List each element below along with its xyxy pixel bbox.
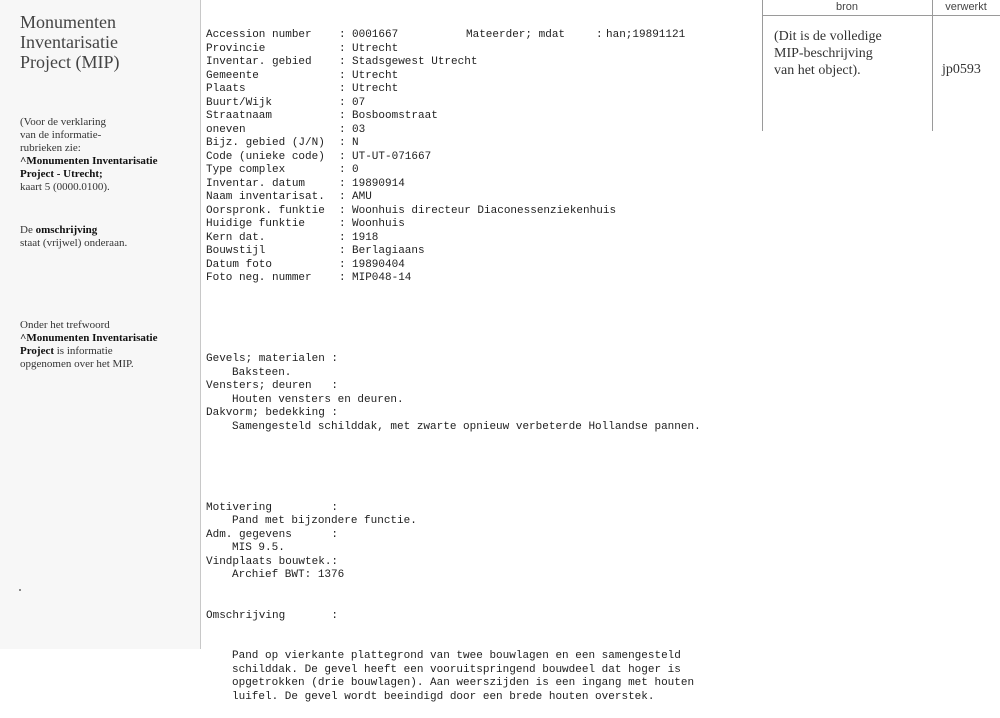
field-row — [206, 83, 751, 97]
field-value: 0001667 — [352, 29, 399, 41]
stray-dot — [19, 589, 21, 591]
section-text: Samengesteld schilddak, met zwarte opnieuw verbeterde Hollandse pannen. — [232, 420, 701, 433]
omschrijving-line: Pand op vierkante plattegrond van twee bouwlagen en een samengesteld — [232, 650, 681, 662]
section-label: Gevels; materialen : — [206, 353, 339, 365]
field-value: Woonhuis — [352, 218, 405, 230]
field-colon: : — [339, 42, 346, 55]
field-value: Woonhuis directeur Diaconessenziekenhuis — [352, 204, 617, 217]
mateerder-label: Mateerder; mdat — [466, 29, 566, 41]
field-row — [206, 124, 751, 138]
field-label: Type complex — [206, 164, 286, 176]
field-colon: : — [339, 218, 346, 230]
field-value: Berlagiaans — [352, 245, 425, 257]
column-header-verwerkt: verwerkt — [945, 1, 987, 13]
reference-link: ^Monumenten Inventarisatie — [20, 155, 158, 167]
omschrijving-line: luifel. De gevel wordt beeindigd door een brede houten overstek. — [232, 690, 655, 703]
field-label: Straatnaam — [206, 110, 273, 122]
field-row — [206, 29, 751, 43]
field-label: Buurt/Wijk — [206, 96, 273, 109]
field-colon: : — [339, 177, 346, 190]
field-colon: : — [596, 29, 603, 41]
field-label: Naam inventarisat. — [206, 191, 325, 203]
title-line: Inventarisatie — [20, 32, 118, 52]
field-colon: : — [339, 123, 346, 136]
note-line: opgenomen over het MIP. — [20, 358, 134, 370]
field-colon: : — [339, 231, 346, 244]
field-value: AMU — [352, 191, 372, 203]
reference-link: Project - Utrecht; — [20, 168, 103, 180]
field-value: 1918 — [352, 231, 379, 244]
section-text: Pand met bijzondere functie. — [232, 515, 417, 527]
omschrijving-label: Omschrijving : — [206, 609, 339, 622]
table-description — [774, 28, 934, 79]
section-text: Baksteen. — [232, 366, 292, 379]
desc-line: MIP-beschrijving — [774, 46, 873, 61]
field-label: Datum foto — [206, 258, 273, 271]
desc-line: (Dit is de volledige — [774, 29, 882, 44]
field-value: Bosboomstraat — [352, 110, 438, 122]
field-label: oneven — [206, 123, 246, 136]
field-value: Utrecht — [352, 42, 399, 55]
field-row — [206, 43, 751, 57]
section-label: Adm. gegevens : — [206, 528, 339, 541]
table-border — [762, 15, 1000, 16]
field-label: Provincie — [206, 42, 266, 55]
reference-link: ^Monumenten Inventarisatie — [20, 332, 158, 344]
field-label: Foto neg. nummer — [206, 272, 312, 284]
section-text: Houten vensters en deuren. — [232, 393, 404, 406]
note-bold: omschrijving — [35, 224, 98, 236]
section-label: Dakvorm; bedekking : — [206, 407, 339, 419]
section-text: Archief BWT: 1376 — [232, 569, 345, 581]
field-row — [206, 232, 751, 246]
section-label: Vindplaats bouwtek.: — [206, 555, 339, 568]
field-row — [206, 56, 751, 70]
field-label: Huidige funktie — [206, 218, 306, 230]
note-line: rubrieken zie: — [20, 142, 81, 154]
field-colon: : — [339, 137, 346, 149]
keyword-note — [20, 319, 198, 371]
field-colon: : — [339, 150, 346, 163]
field-row — [206, 205, 751, 219]
field-row — [206, 137, 751, 151]
field-label: Oorspronk. funktie — [206, 204, 325, 217]
field-row — [206, 178, 751, 192]
field-value: N — [352, 137, 359, 149]
desc-line: van het object). — [774, 63, 861, 78]
field-colon: : — [339, 204, 346, 217]
field-value: Utrecht — [352, 69, 399, 82]
source-table — [762, 0, 1000, 131]
field-row — [206, 70, 751, 84]
field-value: 19890404 — [352, 258, 405, 271]
section-label: Motivering : — [206, 501, 339, 514]
section-list — [206, 502, 751, 583]
field-row — [206, 245, 751, 259]
field-value: 0 — [352, 164, 359, 176]
field-value: Stadsgewest Utrecht — [352, 56, 478, 68]
project-title — [20, 12, 195, 72]
field-value: 07 — [352, 96, 366, 109]
field-value: MIP048-14 — [352, 272, 412, 284]
field-label: Accession number — [206, 29, 312, 41]
field-label: Inventar. gebied — [206, 56, 312, 68]
field-colon: : — [339, 56, 346, 68]
record-card — [206, 2, 751, 718]
note-text: De — [20, 224, 36, 236]
note-line: (Voor de verklaring — [20, 116, 106, 128]
field-row — [206, 97, 751, 111]
field-colon: : — [339, 245, 346, 257]
mateerder-value: han;19891121 — [606, 29, 686, 41]
note-text: is informatie — [54, 345, 113, 357]
title-line: Monumenten — [20, 12, 116, 32]
field-value: 03 — [352, 123, 366, 136]
reference-link: Project — [20, 345, 54, 357]
omschrijving-text — [206, 650, 751, 704]
table-border — [762, 0, 763, 131]
legend-note — [20, 116, 198, 194]
field-colon: : — [339, 69, 346, 82]
description-note — [20, 224, 198, 250]
section-list — [206, 353, 751, 434]
sidebar-divider — [200, 0, 201, 649]
field-row — [206, 259, 751, 273]
field-label: Bouwstijl — [206, 245, 266, 257]
field-label: Bijz. gebied (J/N) — [206, 137, 325, 149]
field-row — [206, 164, 751, 178]
field-label: Code (unieke code) — [206, 150, 325, 163]
field-row — [206, 191, 751, 205]
note-line: van de informatie- — [20, 129, 102, 141]
note-line: kaart 5 (0000.0100). — [20, 181, 110, 193]
field-colon: : — [339, 191, 346, 203]
column-header-bron: bron — [835, 1, 859, 13]
field-label: Plaats — [206, 83, 246, 95]
field-colon: : — [339, 83, 346, 95]
field-value: UT-UT-071667 — [352, 150, 432, 163]
field-colon: : — [339, 164, 346, 176]
field-colon: : — [339, 272, 346, 284]
field-list — [206, 29, 751, 286]
omschrijving-line: opgetrokken (drie bouwlagen). Aan weerszijden is een ingang met houten — [232, 677, 695, 689]
field-colon: : — [339, 110, 346, 122]
field-row — [206, 272, 751, 286]
field-row — [206, 151, 751, 165]
section-text: MIS 9.5. — [232, 542, 285, 554]
title-line: Project (MIP) — [20, 52, 120, 72]
field-row — [206, 110, 751, 124]
field-label: Inventar. datum — [206, 177, 306, 190]
note-line: staat (vrijwel) onderaan. — [20, 237, 128, 249]
processed-code: jp0593 — [942, 62, 981, 77]
note-line: Onder het trefwoord — [20, 319, 110, 331]
field-label: Gemeente — [206, 69, 259, 82]
field-row — [206, 218, 751, 232]
field-value: Utrecht — [352, 83, 399, 95]
field-label: Kern dat. — [206, 231, 266, 244]
field-colon: : — [339, 96, 346, 109]
field-colon: : — [339, 29, 346, 41]
field-value: 19890914 — [352, 177, 405, 190]
field-colon: : — [339, 258, 346, 271]
omschrijving-line: schilddak. De gevel heeft een vooruitspringend bouwdeel dat hoger is — [232, 663, 681, 676]
section-label: Vensters; deuren : — [206, 380, 339, 392]
